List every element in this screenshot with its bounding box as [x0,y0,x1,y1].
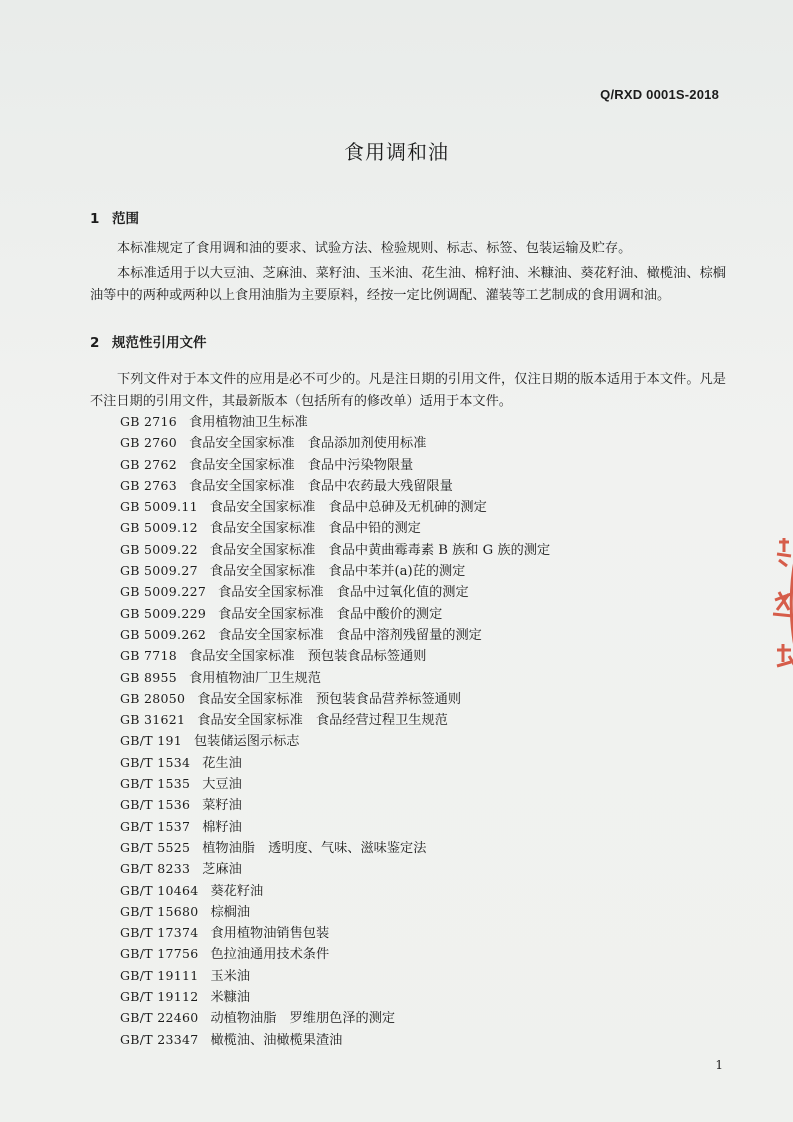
reference-title: 食品安全国家标准 食品经营过程卫生规范 [197,713,448,729]
section-2-heading [90,331,207,351]
reference-code: GB/T 191 [120,733,182,749]
reference-item [120,965,550,986]
document-code: Q/RXD 0001S-2018 [600,87,719,102]
reference-code: GB/T 19111 [120,967,199,983]
reference-item [120,517,550,538]
reference-code: GB 2763 [120,477,178,493]
reference-code: GB/T 17756 [120,946,199,962]
reference-code: GB/T 5525 [120,839,191,855]
reference-title: 食品安全国家标准 预包装食品标签通则 [189,649,427,665]
scope-paragraph-2: 本标准适用于以大豆油、芝麻油、菜籽油、玉米油、花生油、棉籽油、米糠油、葵花籽油、橄榄油、棕榈油等中的两种或两种以上食用油脂为主要原料，经按一定比例调配、灌装等工艺制成的食用调和油。 [90,266,726,303]
references-intro: 下列文件对于本文件的应用是必不可少的。凡是注日期的引用文件，仅注日期的版本适用于本文件。凡是不注日期的引用文件，其最新版本（包括所有的修改单）适用于本文件。 [90,372,726,409]
reference-item [120,645,550,666]
reference-item [120,1029,550,1050]
reference-title: 食品安全国家标准 食品中苯并(a)芘的测定 [209,564,466,580]
section-2-title: 规范性引用文件 [112,335,207,351]
reference-code: GB 2762 [120,456,178,472]
official-seal-stamp [767,520,793,690]
reference-item [120,581,550,602]
reference-item [120,688,550,709]
reference-item [120,730,550,751]
reference-item [120,709,550,730]
reference-title: 棕榈油 [210,904,251,920]
reference-item [120,752,550,773]
reference-item [120,539,550,560]
page-number: 1 [715,1058,723,1072]
section-1-number: 1 [90,211,100,227]
reference-item [120,794,550,815]
reference-item [120,858,550,879]
reference-title: 动植物油脂 罗维朋色泽的测定 [210,1011,396,1027]
reference-code: GB 5009.227 [120,584,207,600]
reference-item [120,432,550,453]
reference-code: GB 2760 [120,435,178,451]
document-title: 食用调和油 [344,140,449,164]
reference-code: GB 5009.27 [120,563,198,579]
reference-item [120,411,550,432]
reference-item [120,560,550,581]
reference-item [120,496,550,517]
reference-item [120,922,550,943]
reference-title: 食用植物油厂卫生规范 [189,670,321,686]
reference-title: 大豆油 [202,777,242,793]
reference-title: 食品安全国家标准 食品中农药最大残留限量 [189,478,453,494]
reference-title: 食品安全国家标准 食品中总砷及无机砷的测定 [209,500,487,516]
reference-title: 食品安全国家标准 预包装食品营养标签通则 [197,691,462,707]
reference-code: GB/T 1535 [120,776,191,792]
reference-code: GB 5009.22 [120,541,198,557]
reference-code: GB/T 23347 [120,1031,199,1047]
reference-list [120,411,550,1050]
reference-code: GB 5009.262 [120,626,207,642]
reference-title: 花生油 [202,755,242,771]
reference-item [120,943,550,964]
reference-item [120,1007,550,1028]
reference-code: GB/T 22460 [120,1010,199,1026]
reference-title: 植物油脂 透明度、气味、滋味鉴定法 [202,840,427,856]
reference-code: GB/T 1537 [120,818,191,834]
reference-code: GB/T 15680 [120,903,199,919]
reference-item [120,901,550,922]
reference-title: 食品安全国家标准 食品中铅的测定 [209,521,421,537]
reference-item [120,880,550,901]
reference-title: 食用植物油卫生标准 [189,415,308,430]
reference-title: 菜籽油 [202,798,242,814]
reference-item [120,454,550,475]
reference-item [120,475,550,496]
section-1-title: 范围 [112,211,139,227]
reference-code: GB 2716 [120,414,178,429]
reference-code: GB 5009.229 [120,605,207,621]
reference-title: 食品安全国家标准 食品中黄曲霉毒素 B 族和 G 族的测定 [209,542,551,558]
reference-code: GB/T 10464 [120,882,199,898]
reference-title: 食品安全国家标准 食品中过氧化值的测定 [218,585,469,601]
reference-title: 橄榄油、油橄榄果渣油 [210,1032,343,1048]
reference-code: GB 5009.11 [120,499,198,515]
reference-code: GB 5009.12 [120,520,198,536]
reference-title: 棉籽油 [202,819,242,835]
reference-item [120,837,550,858]
section-1-heading [90,207,139,227]
reference-code: GB/T 17374 [120,925,199,941]
reference-code: GB 28050 [120,690,186,706]
reference-item [120,667,550,688]
reference-title: 色拉油通用技术条件 [210,947,330,963]
reference-title: 葵花籽油 [210,883,264,899]
reference-title: 食品安全国家标准 食品添加剂使用标准 [189,436,427,452]
reference-item [120,986,550,1007]
reference-title: 包装储运图示标志 [193,734,300,750]
reference-code: GB 7718 [120,648,178,664]
reference-title: 食品安全国家标准 食品中溶剂残留量的测定 [218,627,482,643]
reference-code: GB/T 1536 [120,797,191,813]
reference-title: 食用植物油销售包装 [210,926,330,942]
reference-item [120,624,550,645]
reference-code: GB 31621 [120,712,186,728]
reference-title: 米糠油 [210,990,251,1006]
reference-code: GB/T 1534 [120,754,191,770]
section-2-number: 2 [90,335,100,351]
reference-item [120,773,550,794]
scope-paragraph-1: 本标准规定了食用调和油的要求、试验方法、检验规则、标志、标签、包装运输及贮存。 [117,241,632,256]
reference-title: 食品安全国家标准 食品中酸价的测定 [218,606,443,622]
reference-item [120,816,550,837]
reference-title: 芝麻油 [202,862,242,878]
reference-title: 玉米油 [210,968,251,984]
reference-title: 食品安全国家标准 食品中污染物限量 [189,457,414,473]
reference-item [120,603,550,624]
reference-code: GB 8955 [120,669,178,685]
reference-code: GB/T 19112 [120,989,199,1005]
reference-code: GB/T 8233 [120,861,191,877]
